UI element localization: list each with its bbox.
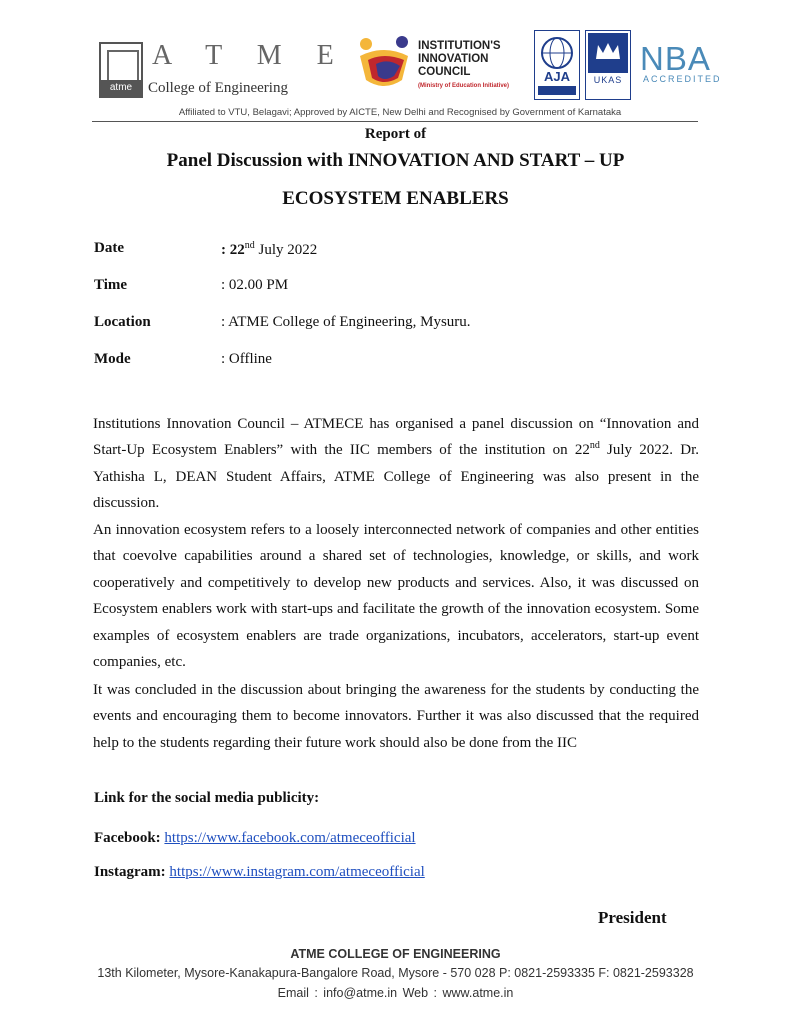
paragraph-1-b: July 2022. Dr. Yathisha L, DEAN Student Affairs, ATME College of Engineering was also present in the discussion. — [93, 442, 699, 512]
nba-accredited: ACCREDITED — [643, 74, 722, 84]
facebook-link[interactable]: https://www.facebook.com/atmeceofficial — [164, 830, 416, 846]
ukas-label: UKAS — [593, 75, 623, 85]
iic-subtitle: (Ministry of Education Initiative) — [418, 83, 510, 89]
location-label: Location — [94, 314, 151, 330]
atme-wordmark: A T M E — [152, 40, 348, 71]
report-of: Report of — [364, 126, 427, 142]
facebook-label: Facebook: — [94, 830, 161, 846]
header-divider — [92, 121, 698, 122]
iic-line-2: INNOVATION — [418, 53, 489, 65]
mode-value: : Offline — [221, 351, 272, 367]
footer-address: 13th Kilometer, Mysore-Kanakapura-Bangalore Road, Mysore - 570 028 P: 0821-2593335 F: 0821-2593328 — [97, 966, 694, 980]
iic-line-3: COUNCIL — [418, 66, 471, 78]
aja-label: AJA — [543, 69, 570, 84]
nba-logo: NBA — [640, 40, 711, 77]
time-value: : 02.00 PM — [221, 277, 289, 293]
college-line: College of Engineering — [148, 80, 288, 96]
paragraph-1-sup: nd — [589, 440, 600, 452]
instagram-label: Instagram: — [94, 864, 166, 880]
iic-line-1: INSTITUTION'S — [418, 40, 501, 52]
paragraph-1-a: Institutions Innovation Council – ATMECE has organised a panel discussion on “Innovation and Start-Up Ecosystem Enablers” with the IIC members of the institution on 22 — [93, 416, 699, 459]
footer-college: ATME COLLEGE OF ENGINEERING — [290, 947, 501, 961]
report-title-line-2: ECOSYSTEM ENABLERS — [282, 188, 509, 209]
date-suffix: July 2022 — [254, 242, 318, 258]
aja-globe-icon — [535, 31, 579, 99]
location-value: : ATME College of Engineering, Mysuru. — [221, 314, 471, 330]
ukas-crown-icon — [586, 31, 630, 99]
atme-logo-tag: atme — [101, 80, 141, 96]
date-label: Date — [94, 240, 124, 256]
facebook-row — [94, 830, 416, 847]
date-value — [221, 240, 317, 259]
ukas-badge — [585, 30, 631, 100]
footer-contact: Email : info@atme.in Web : www.atme.in — [277, 986, 514, 1000]
date-prefix: : 22 — [221, 242, 245, 258]
aja-badge — [534, 30, 580, 100]
instagram-row — [94, 864, 425, 881]
report-title-line-1: Panel Discussion with INNOVATION AND START – UP — [166, 150, 625, 171]
atme-logo — [99, 42, 143, 98]
instagram-link[interactable]: https://www.instagram.com/atmeceofficial — [169, 864, 425, 880]
paragraph-1 — [93, 411, 699, 517]
links-heading: Link for the social media publicity: — [94, 790, 320, 806]
paragraph-3: It was concluded in the discussion about bringing the awareness for the students by conducting the events and encouraging them to become innovators. Further it was also discussed that the required help to the students regarding their future work should also be done from the IIC — [93, 682, 699, 751]
iic-logo-icon — [354, 34, 414, 94]
iic-title — [418, 40, 501, 79]
time-label: Time — [94, 277, 128, 293]
signature-president: President — [598, 908, 667, 927]
affiliation-line: Affiliated to VTU, Belagavi; Approved by AICTE, New Delhi and Recognised by Government of Karnataka — [178, 107, 622, 118]
mode-label: Mode — [94, 351, 131, 367]
date-sup: nd — [244, 240, 255, 251]
paragraph-2: An innovation ecosystem refers to a loosely interconnected network of companies and other entities that coevolve capabilities around a shared set of technologies, knowledge, or skills, and work cooperatively and competitively to develop new products and services. Also, it was discussed on Ecosystem enablers work with start-ups and facilitate the growth of the innovation ecosystem. Some examples of ecosystem enablers are trade organizations, incubators, accelerators, start-up event companies, etc. — [93, 522, 699, 671]
